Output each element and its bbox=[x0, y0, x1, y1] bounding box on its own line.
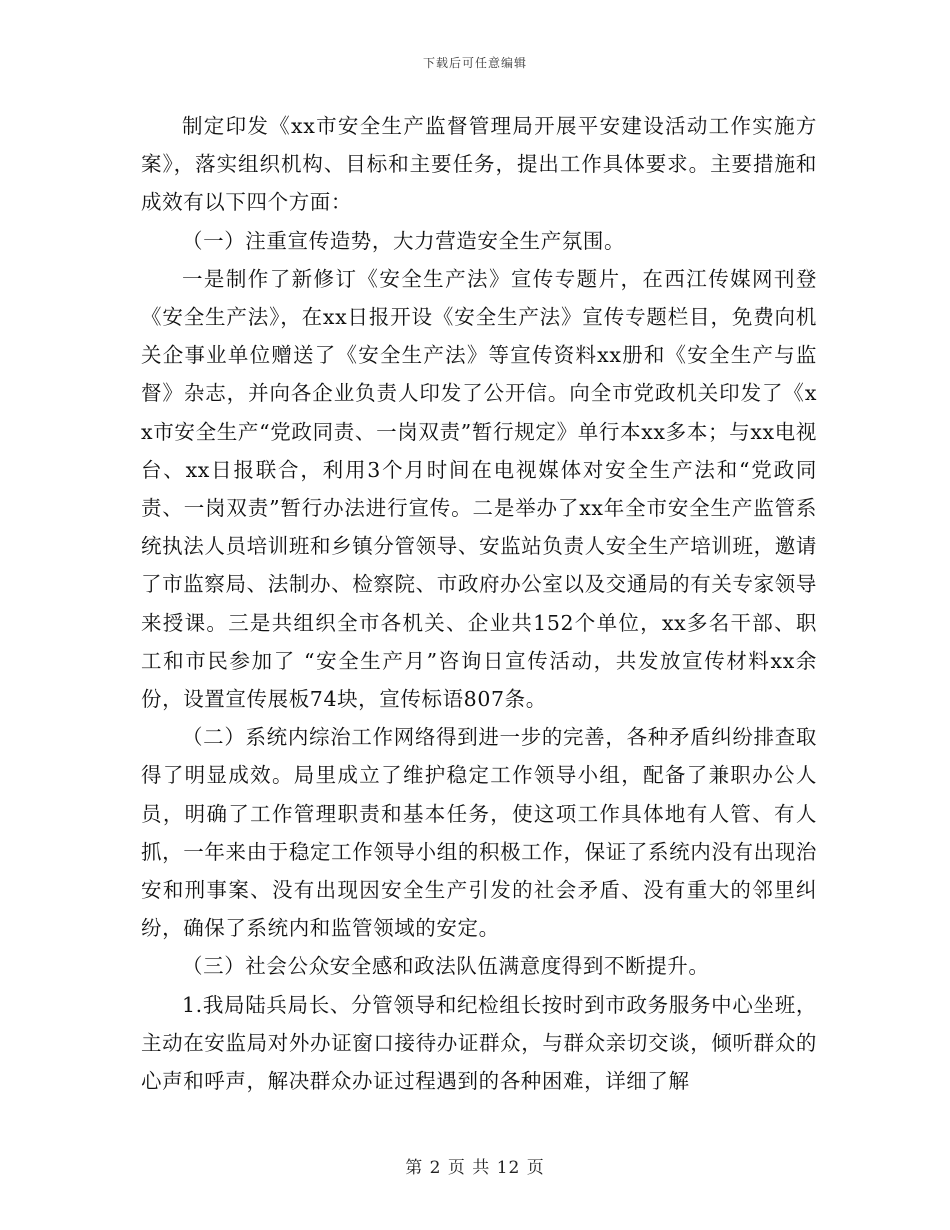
paragraph-section-2: （二）系统内综治工作网络得到进一步的完善，各种矛盾纠纷排查取得了明显成效。局里成立了维护稳定工作领导小组，配备了兼职办公人员，明确了工作管理职责和基本任务，使这项工作具体地有人管、有人抓，一年来由于稳定工作领导小组的积极工作，保证了系统内没有出现治安和刑事案、没有出现因安全生产引发的社会矛盾、没有重大的邻里纠纷，确保了系统内和监管领域的安定。 bbox=[141, 725, 817, 941]
header-note: 下载后可任意编辑 bbox=[422, 56, 527, 70]
paragraph-publicity: 一是制作了新修订《安全生产法》宣传专题片，在西江传媒网刊登《安全生产法》，在xx日报开设《安全生产法》宣传专题栏目，免费向机关企事业单位赠送了《安全生产法》等宣传资料xx册和《安全生产与监督》杂志，并向各企业负责人印发了公开信。向全市党政机关印发了《xx市安全生产“党政同责、一岗双责”暂行规定》单行本xx多本；与xx电视台、xx日报联合，利用3个月时间在电视媒体对安全生产法和“党政同责、一岗双责”暂行办法进行宣传。二是举办了xx年全市安全生产监管系统执法人员培训班和乡镇分管领导、安监站负责人安全生产培训班，邀请了市监察局、法制办、检察院、市政府办公室以及交通局的有关专家领导来授课。三是共组织全市各机关、企业共152个单位，xx多名干部、职工和市民参加了 “安全生产月”咨询日宣传活动，共发放宣传材料xx余份，设置宣传展板74块，宣传标语807条。 bbox=[141, 266, 817, 712]
paragraph-intro: 制定印发《xx市安全生产监督管理局开展平安建设活动工作实施方案》，落实组织机构、目标和主要任务，提出工作具体要求。主要措施和成效有以下四个方面： bbox=[141, 114, 817, 215]
document-body bbox=[141, 107, 817, 1100]
section-heading-3: （三）社会公众安全感和政法队伍满意度得到不断提升。 bbox=[182, 954, 710, 979]
page-number-footer: 第 2 页 共 12 页 bbox=[405, 1158, 545, 1178]
paragraph-item-1: 1.我局陆兵局长、分管领导和纪检组长按时到市政务服务中心坐班，主动在安监局对外办证窗口接待办证群众，与群众亲切交谈，倾听群众的心声和呼声，解决群众办证过程遇到的各种困难，详细了解 bbox=[141, 992, 817, 1094]
section-heading-1: （一）注重宣传造势，大力营造安全生产氛围。 bbox=[182, 228, 626, 253]
